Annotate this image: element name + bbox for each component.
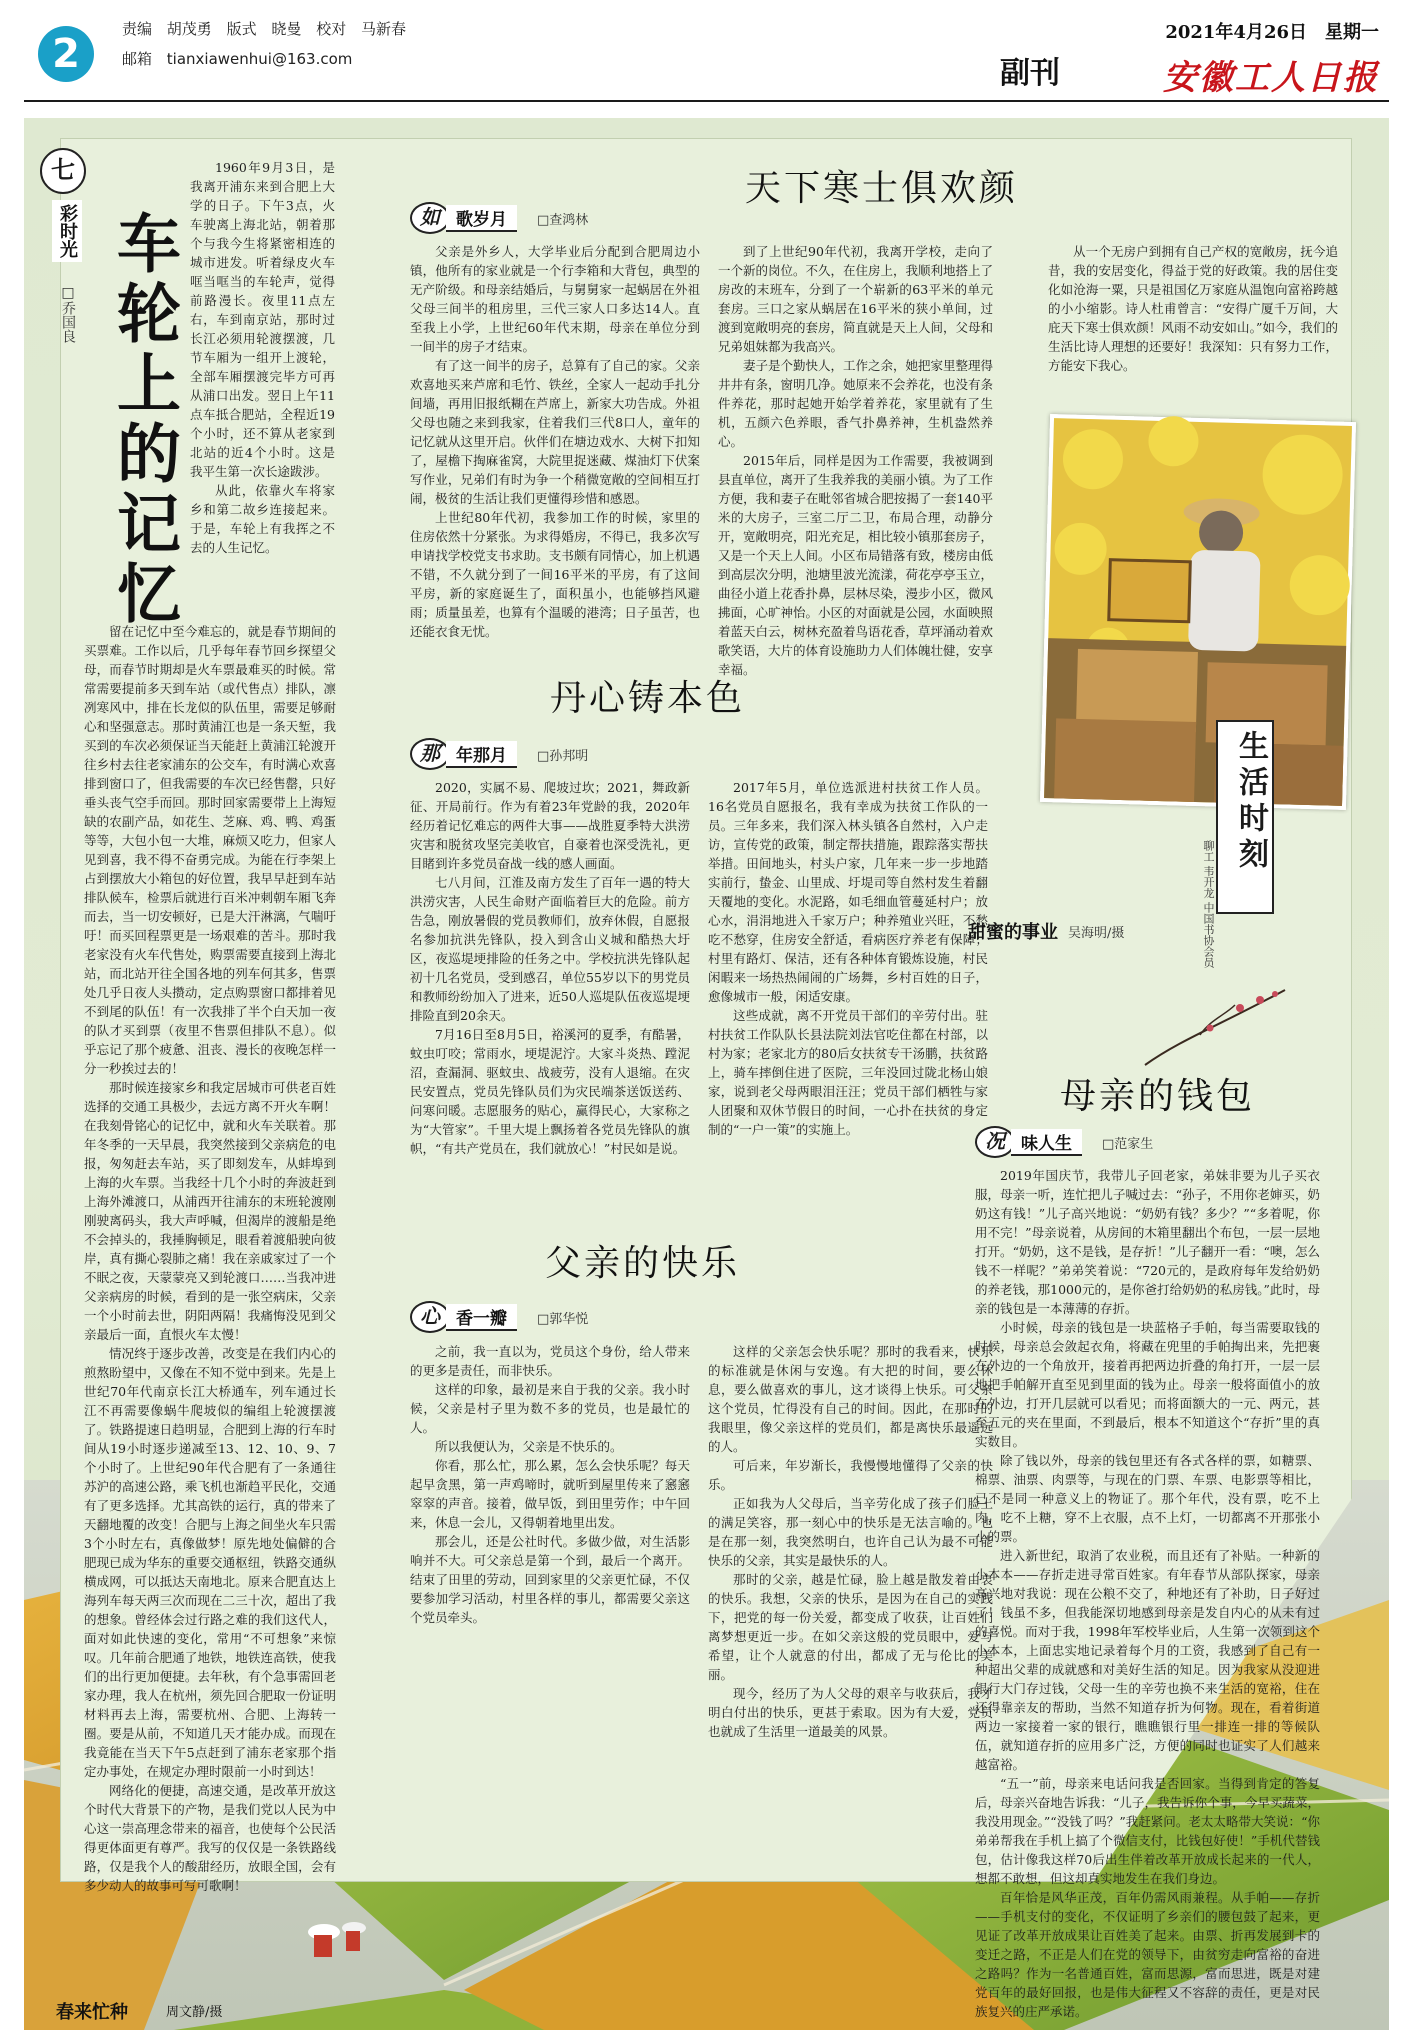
section3-body-col2	[708, 1342, 993, 1739]
article-paragraph: 可后来，年岁渐长，我慢慢地懂得了父亲的快乐。	[708, 1458, 993, 1492]
article-paragraph: 那时候连接家乡和我定居城市可供老百姓选择的交通工具极少，去远方离不开火车啊！在我刻骨铭心的记忆中，就和火车关联着。那年冬季的一天早晨，我突然接到父亲病危的电报，匆匆赶去车站，买了即刻发车，从蚌埠到上海的火车票。当我经十几个小时的奔波赶到上海外滩渡口，从浦西开往浦东的末班轮渡刚刚驶离码头，我大声呼喊，但渴岸的渡船是绝不会掉头的，我捶胸顿足，眼看着渡船驶向彼岸，真有撕心裂肺之痛！我在亲戚家过了一个不眠之夜，天蒙蒙亮又到轮渡口……当我冲进父亲病房的时候，看到的是一张空病床，父亲一个小时前去世，阴阳两隔！我痛悔没见到父亲最后一面，直恨火车太慢！	[84, 1080, 336, 1342]
article-paragraph: 百年恰是风华正茂，百年仍需风雨兼程。从手帕——存折——手机支付的变化，不仅证明了乡亲们的腰包鼓了起来，更见证了改革开放成果让百姓美了起来。由票、折再发展到卡的变迁之路，不正是人们在党的领导下，由贫穷走向富裕的奋进之路吗？作为一名普通百姓，富而思源，富而思进，既是对建党百年的最好回报，也是伟大征程又不容辞的责任，更是对民族复兴的庄严承诺。	[975, 1890, 1320, 2019]
article-paragraph: 进入新世纪，取消了农业税，而且还有了补贴。一种新的小本本——存折走进寻常百姓家。有年春节从部队探家，母亲高兴地对我说：现在公粮不交了，种地还有了补助，日子好过了！钱虽不多，但我能深切地感到母亲是发自内心的从未有过的喜悦。而对于我，1998年军校毕业后，人生第一次领到这个小本本，上面忠实地记录着每个月的工资，我感到了自己有一种超出父辈的成就感和对美好生活的知足。因为我家从没迎进银行大门存过钱，父母一生的辛劳也换不来生活的宽裕，住在还得靠亲友的帮助，当然不知道存折为何物。现在，看着街道两边一家接着一家的银行，瞧瞧银行里一排连一排的等候队伍，就知道存折的应用多广泛，方便的同时也证实了人们越来越富裕。	[975, 1548, 1320, 1772]
kicker-column-name: 香一瓣	[446, 1304, 517, 1331]
credit-label: 版式	[226, 20, 257, 38]
credit-name: 晓曼	[271, 20, 302, 38]
kicker-badge: 心	[410, 1301, 450, 1333]
article-author: □乔国良	[60, 285, 76, 343]
section-name: 副刊	[1000, 56, 1060, 91]
article-paragraph: 你看，那么忙，那么累，怎么会快乐呢？每天起早贪黑，第一声鸡啼时，就听到屋里传来了窸窸窣窣的声音。接着，做早饭，到田里劳作；中午回来，休息一会儿，又得朝着地里出发。	[410, 1458, 690, 1530]
article-paragraph: 从一个无房户到拥有自己产权的宽敞房，抚今追昔，我的安居变化，得益于党的好政策。我的居住变化如沧海一粟，只是祖国亿万家庭从温饱向富裕跨越的小小缩影。诗人杜甫曾言：“安得广厦千万间，大庇天下寒士俱欢颜！风雨不动安如山。”如今，我们的生活比诗人理想的还要好！我深知：只有努力工作，方能安下我心。	[1048, 244, 1338, 373]
article-paragraph: 七八月间，江淮及南方发生了百年一遇的特大洪涝灾害，人民生命财产面临着巨大的危险。前方告急，刚放暑假的党员教师们，放弃休假，自愿报名参加抗洪先锋队，投入到含山义城和酷热大圩区，夜巡堤埂排险的任务之中。学校抗洪先锋队起初十几名党员，受到感召，单位55岁以下的男党员和教师纷纷加入了进来，近50人巡堤队伍夜巡堤埂排险直到20余天。	[410, 875, 690, 1023]
article-paragraph: 2020，实属不易、爬坡过坎；2021，舞政新征、开局前行。作为有着23年党龄的我，2020年经历着记忆难忘的两件大事——战胜夏季特大洪涝灾害和脱贫攻坚完美收官，自豪着也深受洗礼，更目睹到许多党员奋战一线的感人画面。	[410, 780, 690, 871]
article-paragraph: 到了上世纪90年代初，我离开学校，走向了一个新的岗位。不久，在住房上，我顺利地搭上了房改的末班车，分到了一个崭新的63平米的单元套房。三口之家从蜗居在16平米的狭小单间，过渡到宽敞明亮的套房，简直就是天上人间，父母和兄弟姐妹都为我高兴。	[718, 244, 994, 354]
section4-body	[975, 1166, 1320, 2019]
article-paragraph: 有了这一间半的房子，总算有了自己的家。父亲欢喜地买来芦席和毛竹、铁丝，全家人一起动手扎分间墙，再用旧报纸糊在芦席上，新家大功告成。外祖父母也随之来到我家，住着我们三代8口人，童年的记忆就从这里开启。伙伴们在塘边戏水、大树下扣知了，屋檐下掏麻雀窝，大院里捉迷藏、煤油灯下伏案写作业，兄弟们有时为争一个稍微宽敞的空间相互打闹，极贫的生活让我们更懂得珍惜和感恩。	[410, 358, 700, 506]
kicker-column-name: 年那月	[446, 741, 517, 768]
article-paragraph: 2015年后，同样是因为工作需要，我被调到县直单位，离开了生我养我的美丽小镇。为了工作方便，我和妻子在毗邻省城合肥按揭了一套140平米的大房子，三室二厅二卫，布局合理，动静分开，宽敞明亮，阳光充足，相比较小镇那套房子，又是一个天上人间。小区布局错落有致，楼房由低到高层次分明，池塘里波光流漾，荷花亭亭玉立，曲径小道上花香扑鼻，层林尽染，漫步小区，微风拂面，心旷神怡。小区的对面就是公园，水面映照着蓝天白云，树林充盈着鸟语花香，草坪涌动着欢歌笑语，大片的体育设施助力人们体魄壮健，安享幸福。	[718, 453, 994, 677]
photo-caption: 甜蜜的事业	[968, 922, 1058, 943]
section-kicker	[410, 1303, 588, 1331]
article-paragraph: 除了钱以外，母亲的钱包里还有各式各样的票，如糖票、棉票、油票、肉票等，与现在的门票、车票、电影票等相比，已不是同一种意义上的物证了。那个年代，没有票，吃不上肉，吃不上糖，穿不上衣服，点不上灯，一切都离不开那张小小的票。	[975, 1453, 1320, 1544]
photo-credit: 吴海明/摄	[1068, 926, 1125, 941]
article-paragraph: 那会儿，还是公社时代。多做少做，对生活影响并不大。可父亲总是第一个到，最后一个离开。结束了田里的劳动，回到家里的父亲更忙碌，不仅要参加学习活动，村里各样的事儿，都需要父亲这个党员牵头。	[410, 1534, 690, 1625]
article-paragraph: 小时候，母亲的钱包是一块蓝格子手帕，每当需要取钱的时候，母亲总会敛起衣角，将藏在兜里的手帕掏出来，先把裹在外边的一个角放开，接着再把两边折叠的角打开，一层一层地把手帕解开直至见到里面的钱为止。母亲一般将面值小的放在外边，打开几层就可以看见；而将面额大的一元、两元，甚至五元的夹在里面，不到最后，根本不知道这个“存折”里的真实数目。	[975, 1320, 1320, 1449]
email-address[interactable]: tianxiawenhui@163.com	[166, 50, 353, 68]
kicker-badge: 况	[975, 1126, 1015, 1158]
bottom-photo-caption: 春来忙种	[56, 2002, 128, 2023]
beekeeper-illustration	[1044, 418, 1352, 806]
credit-name: 胡茂勇	[166, 20, 212, 38]
issue-date: 2021年4月26日 星期一	[1165, 22, 1379, 43]
column-badge: 七	[40, 148, 86, 194]
article-paragraph: 网络化的便捷，高速交通，是改革开放这个时代大背景下的产物，是我们党以人民为中心这一崇高理念带来的福音，也使每个公民活得更体面更有尊严。我写的仅仅是一条铁路线路，仅是我个人的酸甜经历，放眼全国，会有多少动人的故事可写可歌啊！	[84, 1783, 336, 1893]
kicker-column-name: 味人生	[1011, 1129, 1082, 1156]
article-paragraph: 上世纪80年代初，我参加工作的时候，家里的住房依然十分紧张。为求得婚房，不得已，我多次写申请找学校党支书求助。支书颇有同情心，加上机遇不错，不久就分到了一间16平米的平房，有了这间平房，新的家庭诞生了，面积虽小，也能够挡风避雨；质量虽差，也算有个温暖的港湾；日子虽苦，也还能衣食无忧。	[410, 510, 700, 639]
article-paragraph: 正如我为人父母后，当辛劳化成了孩子们脸上的满足笑容，那一刻心中的快乐是无法言喻的。也是在那一刻，我突然明白，也许自己认为最不可能快乐的父亲，其实是最快乐的人。	[708, 1496, 993, 1568]
article-paragraph: 2017年5月，单位选派进村扶贫工作人员。16名党员自愿报名，我有幸成为扶贫工作队的一员。三年多来，我们深入林头镇各自然村，入户走访，宣传党的政策，制定帮扶措施，跟踪落实帮扶举措。田间地头，村头户家，几年来一步一步地踏实前行，蛰金、山里成、圩堤司等自然村发生着翻天覆地的变化。水泥路，如毛细血管蔓延村户；放心水，涓涓地进入千家万户；种养殖业兴旺，不愁吃不愁穿，住房安全舒适，看病医疗养老有保障；村里有路灯、保洁，还有各种体育锻炼设施，村民闲暇来一场热热闹闹的广场舞，乡村百姓的日子，愈像城市一般，闲适安康。	[708, 780, 988, 1004]
section2-body-col1	[410, 778, 690, 1173]
beekeeper-photo	[1040, 414, 1356, 810]
section2-body-col2	[708, 778, 988, 1173]
credit-name: 马新春	[360, 20, 406, 38]
article-paragraph: 留在记忆中至今难忘的，就是春节期间的买票难。工作以后，几乎每年春节回乡探望父母，而春节时期却是火车票最难买的时候。常常需要提前多天到车站（或代售点）排队，凛冽寒风中，排在长龙似的队伍里，需要足够耐心和坚强意志。那时黄浦江也是一条天堑，我买到的车次必须保证当天能赶上黄浦江轮渡开往乡村去往老家浦东的公交车，有时满心欢喜排到窗口了，但我需要的车次已经售罄，只好垂头丧气空手而回。那时回家需要带上上海短缺的农副产品，如花生、芝麻、鸡、鸭、鸡蛋等等，大包小包一大堆，麻烦又吃力，但家人见到喜，我不得不奋勇完成。为能在行李架上占到摆放大小箱包的好位置，我早早赶到车站排队候车，检票后就进行百米冲刺朝车厢飞奔而去，当一切安顿好，已是大汗淋漓，气喘吁吁！而买回程票更是一场艰难的苦斗。那时我老家没有火车代售处，购票需要直接到上海北站，而北站开往全国各地的列车何其多，售票处几乎日夜人头攒动，定点购票窗口都排着见不到尾的队伍！有一次我排了半个白天加一夜的队才买到票（夜里不售票但排队不息）。似乎忘记了那个疲惫、沮丧、漫长的夜晚怎样一分一秒挨过去的！	[84, 624, 336, 1076]
stamp-text: 生活时刻	[1233, 730, 1268, 874]
living-moment-stamp	[1216, 720, 1274, 914]
bottom-photo-credit: 周文静/摄	[166, 2005, 223, 2020]
section3-body-col1	[410, 1342, 690, 1672]
kicker-author: □郭华悦	[537, 1311, 589, 1327]
section-kicker	[975, 1128, 1153, 1156]
article-paragraph: 1960年9月3日，是我离开浦东来到合肥上大学的日子。下午3点，火车驶离上海北站，朝着那个与我今生将紧密相连的城市进发。听着绿皮火车哐当哐当的车轮声，觉得前路漫长。夜里11点左右，车到南京站，那时过长江必须用轮渡摆渡，几节车厢为一组开上渡轮，全部车厢摆渡完毕方可再从浦口出发。翌日上午11点车抵合肥站，全程近19个小时，还不算从老家到北站的近4个小时。这是我平生第一次长途跋涉。	[190, 160, 335, 479]
email-line	[122, 48, 362, 69]
article-paragraph: 那时的父亲，越是忙碌，脸上越是散发着由衷的快乐。我想，父亲的快乐，是因为在自己的实践下，把党的每一份关爱，都变成了收获，让百姓们离梦想更近一步。在如父亲这般的党员眼中，爱与希望，让个人就意的付出，都成了无与伦比的美丽。	[708, 1572, 993, 1682]
article-paragraph: 之前，我一直以为，党员这个身份，给人带来的更多是责任，而非快乐。	[410, 1344, 690, 1378]
section1-body-col2	[718, 242, 994, 677]
article-paragraph: 现今，经历了为人父母的艰辛与收获后，我才明白付出的快乐，更甚于索取。因为有大爱，党员也就成了生活里一道最美的风景。	[708, 1686, 993, 1739]
article-paragraph: “五一”前，母亲来电话问我是否回家。当得到肯定的答复后，母亲兴奋地告诉我：“儿子，我告诉你个事，今早买蔬菜，我没用现金。”“没钱了吗？”我赶紧问。老太太略带大笑说：“你弟弟帮我在手机上搞了个微信支付，比钱包好使！”手机代替钱包，估计像我这样70后出生伴着改革开放成长起来的一代人，想都不敢想，但这却真实地发生在我们身边。	[975, 1776, 1320, 1886]
article-paragraph: 这样的印象，最初是来自于我的父亲。我小时候，父亲是村子里为数不多的党员，也是最忙的人。	[410, 1382, 690, 1435]
kicker-author: □孙邦明	[537, 748, 589, 764]
header-rule	[24, 100, 1389, 102]
calligraphy-author: 聊工 韦开龙 中国书协会员	[1202, 840, 1215, 968]
credit-label: 校对	[316, 20, 347, 38]
article-paragraph: 所以我便认为，父亲是不快乐的。	[435, 1439, 623, 1454]
page-number-badge: 2	[38, 26, 94, 82]
article-paragraph: 父亲是外乡人，大学毕业后分配到合肥周边小镇，他所有的家业就是一个行李箱和大背包，典型的无产阶级。和母亲结婚后，与舅舅家一起蜗居在外祖父母三间半的租房里，三代三家人口多达14人。直至我上小学，上世纪60年代末期，母亲在单位分到一间半的房子才结束。	[410, 244, 700, 354]
email-label: 邮箱	[122, 50, 153, 68]
section1-body-col3	[1048, 242, 1338, 392]
kicker-badge: 那	[410, 738, 450, 770]
kicker-badge: 如	[410, 202, 450, 234]
article-paragraph: 从此，依靠火车将家乡和第二故乡连接起来。于是，车轮上有我挥之不去的人生记忆。	[190, 483, 335, 555]
section-title: 丹心铸本色	[550, 678, 746, 719]
credit-label: 责编	[122, 20, 153, 38]
article-paragraph: 妻子是个勤快人，工作之余，她把家里整理得井井有条，窗明几净。她原来不会养花，也没有条件养花，那时起她开始学着养花，家里就有了生机，五颜六色养眼，香气扑鼻养神，生机盎然养心。	[718, 358, 994, 449]
section-title: 父亲的快乐	[545, 1243, 741, 1284]
kicker-author: □查鸿林	[537, 212, 589, 228]
masthead	[0, 0, 1413, 108]
article-paragraph: 这样的父亲怎会快乐呢？那时的我看来，快乐的标准就是休闲与安逸。有大把的时间，要么休息，要么做喜欢的事儿，这才谈得上快乐。可父亲这个党员，忙得没有自己的时间。因此，在那时的我眼里，像父亲这样的党员们，都是离快乐最遥远的人。	[708, 1344, 993, 1454]
section-title: 天下寒士俱欢颜	[745, 168, 1019, 209]
article-paragraph: 情况终于逐步改善，改变是在我们内心的煎熬盼望中，又像在不知不觉中到来。先是上世纪70年代南京长江大桥通车，列车通过长江不再需要像蜗牛爬坡似的编组上轮渡摆渡了。铁路提速日趋明显，合肥到上海的行车时间从19小时逐步递减至13、12、10、9、7个小时了。上世纪90年代合肥有了一条通往苏沪的高速公路，乘飞机也渐趋平民化，交通有了更多选择。尤其高铁的运行，真的带来了天翻地覆的改变！合肥与上海之间坐火车只需3个小时左右，真像做梦！原先地处偏僻的合肥现已成为华东的重要交通枢纽，铁路交通纵横成网，可以抵达天南地北。原来合肥直达上海列车每天两三次而现在二三十次，超出了我的想象。曾经体会过行路之难的我们这代人，面对如此快速的变化，常用“不可想象”来惊叹。几年前合肥通了地铁，地铁连高铁，使我们的出行更加便捷。去年秋，有个急事需回老家办理，我人在杭州，须先回合肥取一份证明材料再去上海，需要杭州、合肥、上海转一圈。要是从前，不知道几天才能办成。而现在我竟能在当天下午5点赶到了浦东老家那个指定办事处，在规定办理时限前一小时到达！	[84, 1346, 336, 1779]
article-paragraph: 7月16日至8月5日，裕溪河的夏季，有酷暑，蚊虫叮咬；常雨水，埂堤泥泞。大家斗炎热、蹚泥沼，查漏洞、驱蚊虫、战疲劳，没有人退缩。在灾民安置点，党员先锋队员们为灾民端茶送饭送药、问寒问暖。志愿服务的贴心，赢得民心，大家称之为“大管家”。千里大堤上飘扬着各党员先锋队的旗帜，“有共产党员在，我们就放心！”村民如是说。	[410, 1027, 690, 1156]
column-name: 彩时光	[52, 200, 82, 262]
kicker-column-name: 歌岁月	[446, 205, 517, 232]
article-title: 车轮上的记忆	[106, 210, 181, 630]
kicker-author: □范家生	[1102, 1136, 1154, 1152]
left-article-body	[84, 622, 336, 1893]
section-kicker	[410, 204, 588, 232]
section1-body-col1	[410, 242, 700, 639]
left-column-tag	[40, 148, 88, 262]
article-paragraph: 2019年国庆节，我带儿子回老家，弟妹非要为儿子买衣服，母亲一听，连忙把儿子喊过去：“孙子，不用你老婶买，奶奶这有钱！”儿子高兴地说：“奶奶有钱？多少？”“多着呢，你用不完！”母亲说着，从房间的木箱里翻出个布包，一层一层地打开。“奶奶，这不是钱，是存折！”儿子翻开一看：“噢，怎么钱不一样呢？”弟弟笑着说：“720元的，是政府每年发给奶奶的养老钱，那1000元的，是你爸打给奶奶的私房钱。”此时，母亲的钱包是一本薄薄的存折。	[975, 1168, 1320, 1316]
section-title: 母亲的钱包	[1060, 1076, 1256, 1117]
article-paragraph: 这些成就，离不开党员干部们的辛劳付出。驻村扶贫工作队队长县法院刘法官吃住都在村部，以村为家；老家北方的80后女扶贫专干汤鹏，扶贫路上，骑车摔倒住进了医院，三年没回过陇北杨山娘家，说到老父母两眼泪汪汪；党员干部们栖牲与家人团聚和双休节假日的时间，一心扑在扶贫的身定制的“一户一策”的实施上。	[708, 1008, 988, 1137]
plum-branch-icon	[1140, 980, 1290, 1070]
section-kicker	[410, 740, 588, 768]
newspaper-logo: 安徽工人日报	[1163, 58, 1379, 98]
editor-credits	[122, 18, 416, 39]
